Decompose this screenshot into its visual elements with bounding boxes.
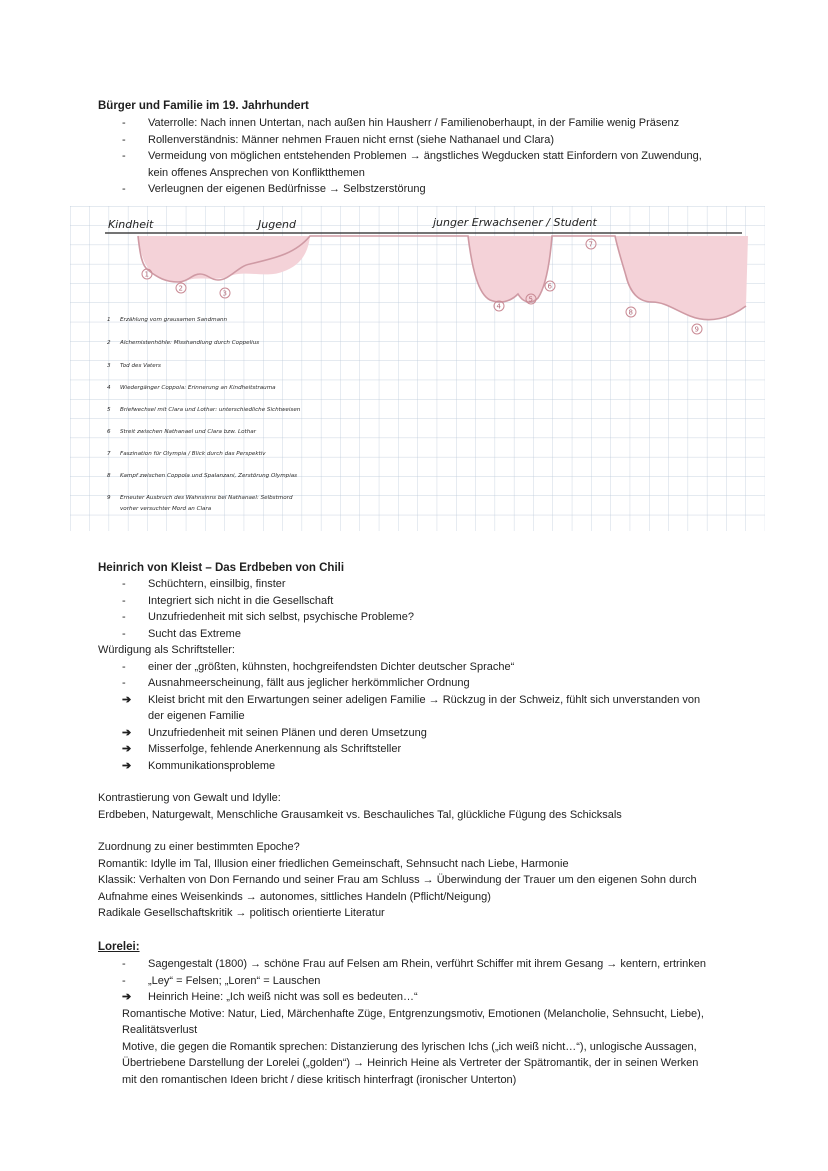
list-item-text: Kleist bricht mit den Erwartungen seiner adeligen Familie → Rückzug in der Schweiz, fühlt sich unverstanden von [148,693,701,706]
paragraph-line: Romantik: Idylle im Tal, Illusion einer friedlichen Gemeinschaft, Sehnsucht nach Liebe, Harmonie [98,857,569,870]
bullet-dash: - [122,578,126,590]
section-kontrastierung [98,790,738,823]
legend-num: 7 [107,451,111,457]
legend-num: 8 [107,473,111,479]
list-item [98,576,738,593]
bullet-dash: - [122,974,126,987]
section-lorelei [98,939,738,1088]
bullet-dash: - [122,611,126,623]
list-item-text: Verleugnen der eigenen Bedürfnisse → Selbstzerstörung [148,183,426,195]
bullet-dash: - [122,133,126,146]
svg-text:7: 7 [588,240,593,249]
list-item-text: Rollenverständnis: Männer nehmen Frauen nicht ernst (siehe Nathanael und Clara) [148,133,555,146]
phase-label-childhood: Kindheit [108,218,154,231]
svg-text:5: 5 [528,295,533,304]
list-item [98,132,738,149]
paragraph-romantic-motives [98,1006,738,1039]
paragraph-line: Realitätsverlust [122,1024,198,1036]
paragraph-heading: Zuordnung zu einer bestimmten Epoche? [98,841,300,853]
list-item [98,148,738,181]
legend-text: Streit zwischen Nathanael und Clara bzw. Lothar [120,429,256,435]
list-item-text: Sagengestalt (1800) → schöne Frau auf Felsen am Rhein, verführt Schiffer mit ihrem Gesang → kentern, ertrinken [148,958,707,970]
list-item [98,115,738,132]
list-item [98,725,738,742]
svg-text:2: 2 [178,284,183,293]
arrow-icon: ➔ [122,991,132,1003]
legend-num: 9 [107,495,111,501]
paragraph-line: mit den romantischen Ideen bricht / diese kritisch hinterfragt (ironischer Unterton) [122,1073,517,1086]
list-item [98,989,738,1006]
bullet-dash: - [122,594,126,607]
bullet-dash: - [122,150,126,162]
bullet-dash: - [122,660,126,673]
list-item-text: Kommunikationsprobleme [148,759,276,772]
list-item-text: der eigenen Familie [148,710,245,722]
paragraph-line: Klassik: Verhalten von Don Fernando und seiner Frau am Schluss → Überwindung der Trauer um den eigenen Sohn durch [98,874,697,886]
paragraph-anti-romantic-motives [98,1039,738,1089]
section-title: Bürger und Familie im 19. Jahrhundert [98,100,309,112]
handwritten-sketch [70,206,765,531]
list-item-text: Vaterrolle: Nach innen Untertan, nach außen hin Hausherr / Familienoberhaupt, in der Familie wenig Präsenz [148,117,680,129]
svg-text:4: 4 [496,302,501,311]
list-item-text: Ausnahmeerscheinung, fällt aus jeglicher herkömmlicher Ordnung [148,677,470,689]
paragraph-line: Übertriebene Darstellung der Lorelei („golden“) → Heinrich Heine als Vertreter der Spätromantik, der in seinen Werken [122,1057,699,1069]
list-item-text: kein offenes Ansprechen von Konfliktthemen [148,166,365,179]
legend-num: 6 [107,429,111,435]
list-item-text: Integriert sich nicht in die Gesellschaft [148,594,334,607]
legend-text: Erzählung vom grausamen Sandmann [120,317,228,323]
legend-num: 2 [107,340,111,346]
arrow-icon: ➔ [122,743,132,755]
list-item-text: Schüchtern, einsilbig, finster [148,578,286,590]
svg-text:8: 8 [628,308,633,317]
legend-text: Wiedergänger Coppola: Erinnerung an Kindheitstrauma [120,385,276,391]
section-buerger-familie [98,98,738,198]
list-item-text: „Ley“ = Felsen; „Loren“ = Lauschen [148,974,321,987]
phase-label-student: junger Erwachsener / Student [433,216,597,229]
list-item-text: Vermeidung von möglichen entstehenden Problemen → ängstliches Wegducken statt Einfordern von Zuwendung, [148,150,702,162]
list-item [98,609,738,626]
svg-text:9: 9 [694,325,699,334]
list-item-text: Unzufriedenheit mit seinen Plänen und deren Umsetzung [148,726,427,739]
legend-num: 5 [107,407,111,413]
subheading: Würdigung als Schriftsteller: [98,644,235,656]
bullet-list [98,576,738,642]
list-item [98,626,738,643]
bullet-list [98,115,738,198]
list-item-text: Heinrich Heine: „Ich weiß nicht was soll es bedeuten…“ [148,991,418,1003]
list-item [98,593,738,610]
list-item [98,973,738,990]
section-title: Lorelei: [98,941,140,953]
list-item [98,741,738,758]
phase-label-youth: Jugend [258,218,296,231]
svg-text:3: 3 [222,289,227,298]
list-item [98,659,738,676]
list-item-text: Sucht das Extreme [148,627,241,640]
paragraph-text: Erdbeben, Naturgewalt, Menschliche Grausamkeit vs. Beschauliches Tal, glückliche Fügung des Schicksals [98,808,622,821]
legend-text: Briefwechsel mit Clara und Lothar: unterschiedliche Sichtweisen [120,407,301,413]
bullet-list [98,659,738,775]
legend-text: Faszination für Olympia / Blick durch das Perspektiv [120,451,266,457]
bullet-dash: - [122,117,126,129]
list-item-text: einer der „größten, kühnsten, hochgreifendsten Dichter deutscher Sprache“ [148,660,515,673]
list-item [98,675,738,692]
legend-text: Tod des Vaters [120,363,161,369]
section-kleist [98,560,738,774]
list-item-text: Misserfolge, fehlende Anerkennung als Schriftsteller [148,743,402,755]
list-item [98,758,738,775]
paragraph-line: Motive, die gegen die Romantik sprechen: Distanzierung des lyrischen Ichs („ich weiß nicht…“), unlogische Aussagen, [122,1040,697,1053]
bullet-dash: - [122,958,126,970]
paragraph-line: Romantische Motive: Natur, Lied, Märchenhafte Züge, Entgrenzungsmotiv, Emotionen (Melancholie, Sehnsucht, Liebe), [122,1007,704,1020]
paragraph-heading: Kontrastierung von Gewalt und Idylle: [98,792,281,804]
legend-text: Alchemistenhöhle: Misshandlung durch Coppelius [120,340,260,346]
section-title: Heinrich von Kleist – Das Erdbeben von Chili [98,562,345,574]
arrow-icon: ➔ [122,726,132,739]
paragraph-line: Aufnahme eines Weisenkinds → autonomes, sittliches Handeln (Pflicht/Neigung) [98,890,491,903]
bullet-dash: - [122,183,126,195]
list-item-text: Unzufriedenheit mit sich selbst, psychische Probleme? [148,611,414,623]
svg-text:1: 1 [144,270,149,279]
legend-text: vorher versuchter Mord an Clara [120,506,212,512]
bullet-dash: - [122,627,126,640]
paragraph-line: Radikale Gesellschaftskritik → politisch orientierte Literatur [98,907,385,919]
bullet-list [98,956,738,1006]
legend-line: Erneuter Ausbruch des Wahnsinns bei Nathanael: Selbstmord [120,495,293,501]
list-item [98,956,738,973]
legend-num: 1 [107,317,111,323]
legend-num: 3 [107,363,111,369]
legend-num: 4 [107,385,111,391]
bullet-dash: - [122,677,126,689]
legend-text: Kampf zwischen Coppola und Spalanzani, Zerstörung Olympias [120,473,298,479]
svg-text:6: 6 [547,282,552,291]
list-item [98,692,738,725]
list-item [98,181,738,198]
arrow-icon: ➔ [122,759,132,772]
arrow-icon: ➔ [122,693,132,706]
section-epoche [98,839,738,922]
legend-text [120,495,293,501]
